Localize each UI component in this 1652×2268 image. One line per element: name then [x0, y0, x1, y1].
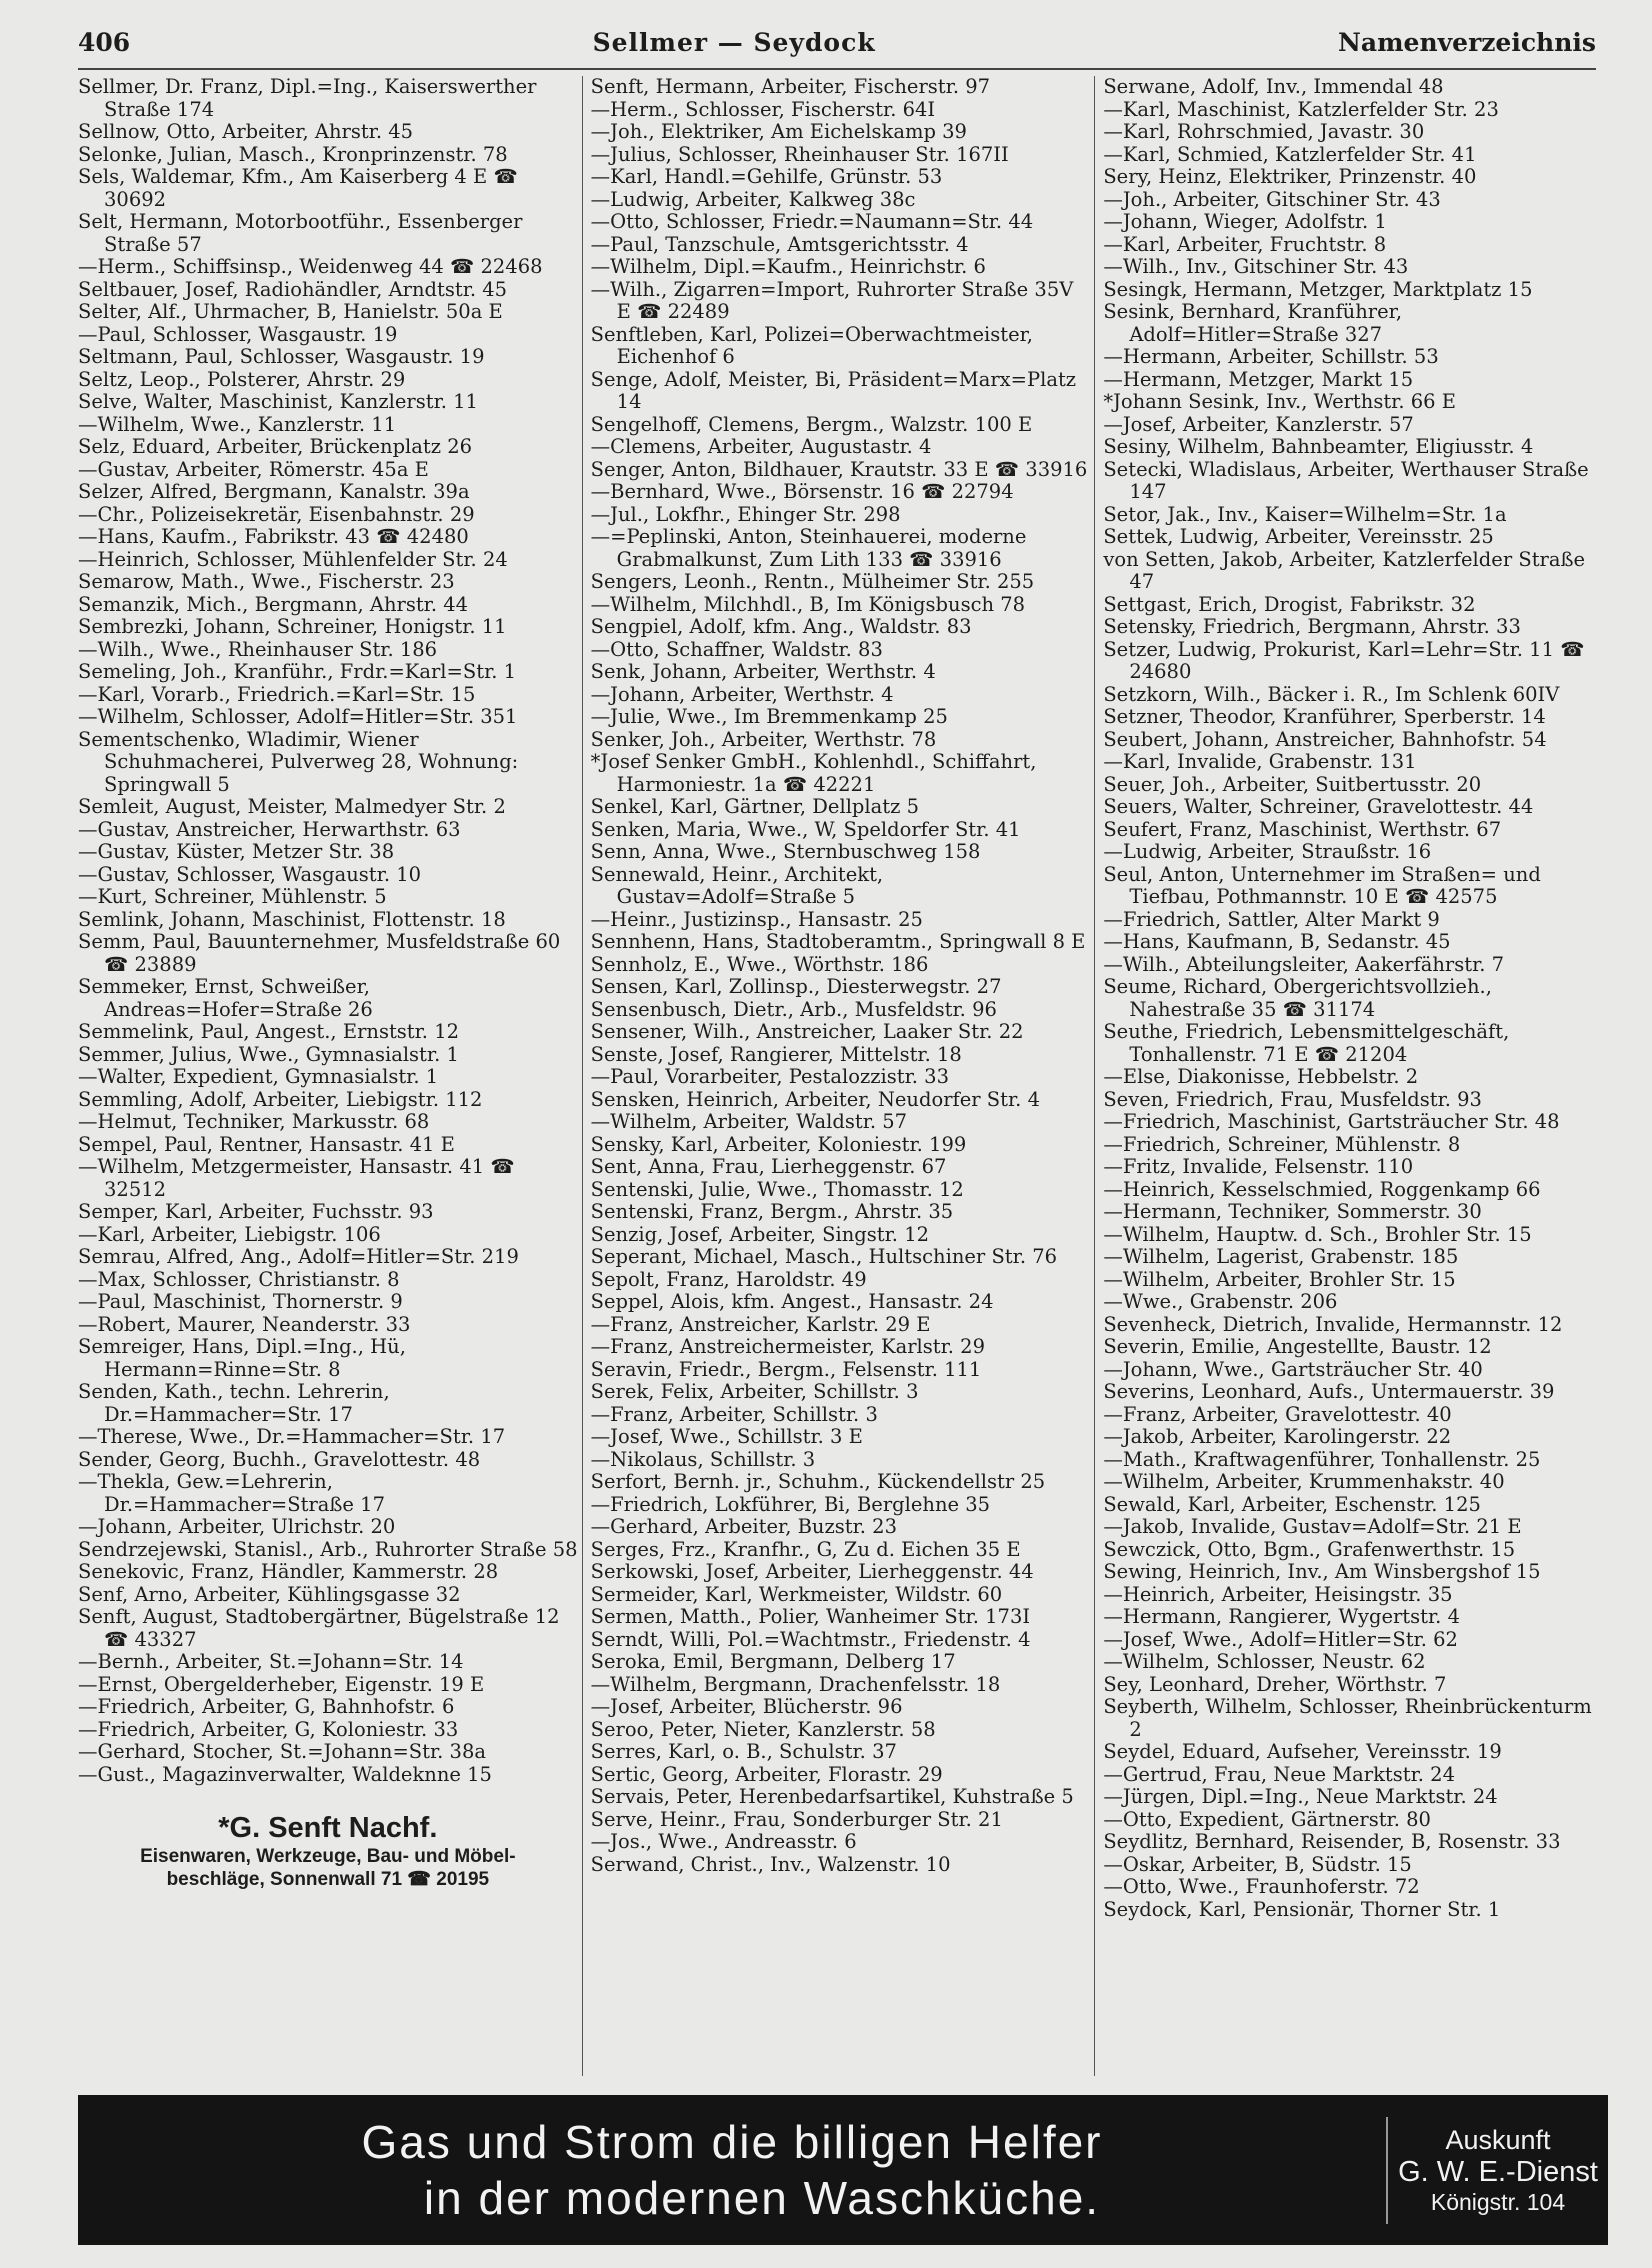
- directory-entry: Setzkorn, Wilh., Bäcker i. R., Im Schlenk 60IV: [1103, 682, 1560, 706]
- directory-entry: Semm, Paul, Bauunternehmer, Musfeldstraße 60 ☎ 23889: [78, 930, 561, 976]
- directory-entry: von Setten, Jakob, Arbeiter, Katzlerfelder Straße 47: [1103, 547, 1586, 593]
- directory-entry: Seravin, Friedr., Bergm., Felsenstr. 111: [590, 1357, 982, 1381]
- directory-entry: Serve, Heinr., Frau, Sonderburger Str. 21: [590, 1807, 1003, 1831]
- directory-entry: Seven, Friedrich, Frau, Musfeldstr. 93: [1103, 1087, 1482, 1111]
- directory-entry: —Wilhelm, Milchhdl., B, Im Königsbusch 78: [590, 592, 1026, 616]
- directory-entry: —Franz, Anstreicher, Karlstr. 29 E: [590, 1312, 931, 1336]
- directory-entry: —Paul, Schlosser, Wasgaustr. 19: [78, 322, 398, 346]
- directory-entry: Seltmann, Paul, Schlosser, Wasgaustr. 19: [78, 345, 485, 368]
- directory-entry: Settgast, Erich, Drogist, Fabrikstr. 32: [1103, 592, 1476, 616]
- directory-entry: Serges, Frz., Kranfhr., G, Zu d. Eichen 35 E: [590, 1537, 1021, 1561]
- directory-entry: Serfort, Bernh. jr., Schuhm., Kückendellstr 25: [590, 1470, 1046, 1493]
- directory-entry: Seyberth, Wilhelm, Schlosser, Rheinbrückenturm 2: [1103, 1695, 1592, 1741]
- directory-entry: —Therese, Wwe., Dr.=Hammacher=Str. 17: [78, 1425, 506, 1448]
- directory-entry: Sery, Heinz, Elektriker, Prinzenstr. 40: [1103, 165, 1477, 188]
- directory-entry: —Karl, Handl.=Gehilfe, Grünstr. 53: [590, 165, 943, 188]
- page-header: [78, 28, 1596, 70]
- directory-entry: Seydlitz, Bernhard, Reisender, B, Rosenstr. 33: [1103, 1830, 1561, 1853]
- directory-entry: —Chr., Polizeisekretär, Eisenbahnstr. 29: [78, 502, 475, 526]
- directory-entry: —Wwe., Grabenstr. 206: [1103, 1290, 1338, 1313]
- directory-entry: —Wilh., Abteilungsleiter, Aakerfährstr. 7: [1103, 952, 1505, 976]
- directory-entry: —Jos., Wwe., Andreasstr. 6: [590, 1830, 857, 1853]
- ad-title: *G. Senft Nachf.: [218, 1812, 438, 1844]
- directory-entry: Sengelhoff, Clemens, Bergm., Walzstr. 100 E: [590, 412, 1033, 436]
- directory-entry: Sentenski, Julie, Wwe., Thomasstr. 12: [590, 1177, 964, 1201]
- directory-entry: Seydock, Karl, Pensionär, Thorner Str. 1: [1103, 1897, 1501, 1921]
- directory-entry: Serwand, Christ., Inv., Walzenstr. 10: [590, 1852, 951, 1876]
- directory-entry: —Josef, Arbeiter, Kanzlerstr. 57: [1103, 412, 1414, 436]
- ad-line: Eisenwaren, Werkzeuge, Bau- und Möbel-: [140, 1846, 516, 1867]
- directory-entry: —Jakob, Arbeiter, Karolingerstr. 22: [1103, 1425, 1452, 1448]
- directory-entry: Semmeker, Ernst, Schweißer, Andreas=Hofer=Straße 26: [78, 975, 373, 1021]
- banner-info-box: [1386, 2117, 1608, 2224]
- directory-entry: Sentenski, Franz, Bergm., Ahrstr. 35: [590, 1200, 954, 1223]
- directory-entry: —Friedrich, Lokführer, Bi, Berglehne 35: [590, 1492, 991, 1516]
- section-title: Namenverzeichnis: [1338, 28, 1596, 57]
- directory-entry: Sent, Anna, Frau, Lierheggenstr. 67: [590, 1155, 947, 1178]
- directory-entry: —Wilhelm, Arbeiter, Waldstr. 57: [590, 1110, 908, 1133]
- directory-entry: Senge, Adolf, Meister, Bi, Präsident=Marx=Platz 14: [590, 367, 1077, 413]
- directory-entry: —Fritz, Invalide, Felsenstr. 110: [1103, 1155, 1414, 1178]
- directory-entry: Sennewald, Heinr., Architekt, Gustav=Adolf=Straße 5: [590, 862, 884, 908]
- directory-entry: *Josef Senker GmbH., Kohlenhdl., Schiffahrt, Harmoniestr. 1a ☎ 42221: [590, 750, 1037, 796]
- directory-entry: —Wilh., Wwe., Rheinhauser Str. 186: [78, 637, 438, 661]
- directory-entry: —Clemens, Arbeiter, Augustastr. 4: [590, 435, 932, 458]
- directory-entry: Seuers, Walter, Schreiner, Gravelottestr. 44: [1103, 795, 1534, 818]
- directory-entry: Sennholz, E., Wwe., Wörthstr. 186: [590, 952, 929, 976]
- directory-entry: —Gustav, Arbeiter, Römerstr. 45a E: [78, 457, 429, 481]
- directory-entry: —Wilhelm, Wwe., Kanzlerstr. 11: [78, 412, 397, 436]
- directory-entry: —Otto, Expedient, Gärtnerstr. 80: [1103, 1807, 1431, 1831]
- directory-entry: Senn, Anna, Wwe., Sternbuschweg 158: [590, 840, 981, 863]
- directory-entry: —Robert, Maurer, Neanderstr. 33: [78, 1312, 411, 1336]
- directory-entry: —Otto, Schlosser, Friedr.=Naumann=Str. 44: [590, 210, 1034, 233]
- directory-entry: Semleit, August, Meister, Malmedyer Str. 2: [78, 795, 506, 818]
- directory-entry: —Wilhelm, Bergmann, Drachenfelsstr. 18: [590, 1672, 1001, 1696]
- directory-entry: Senkel, Karl, Gärtner, Dellplatz 5: [590, 795, 919, 818]
- directory-entry: —Wilhelm, Dipl.=Kaufm., Heinrichstr. 6: [590, 255, 986, 278]
- directory-entry: Semmling, Adolf, Arbeiter, Liebigstr. 112: [78, 1087, 483, 1111]
- directory-entry: —Ludwig, Arbeiter, Straußstr. 16: [1103, 840, 1432, 863]
- directory-entry: —Paul, Maschinist, Thornerstr. 9: [78, 1290, 403, 1313]
- directory-entry: Severins, Leonhard, Aufs., Untermauerstr. 39: [1103, 1380, 1555, 1403]
- directory-entry: —Helmut, Techniker, Markusstr. 68: [78, 1110, 430, 1133]
- directory-entry: —Karl, Schmied, Katzlerfelder Str. 41: [1103, 142, 1477, 166]
- directory-entry: —Karl, Maschinist, Katzlerfelder Str. 23: [1103, 97, 1499, 121]
- ad-line: beschläge, Sonnenwall 71 ☎ 20195: [166, 1869, 490, 1890]
- directory-entry: Sevenheck, Dietrich, Invalide, Hermannstr. 12: [1103, 1312, 1563, 1336]
- directory-entry: Seul, Anton, Unternehmer im Straßen= und Tiefbau, Pothmannstr. 10 E ☎ 42575: [1103, 862, 1541, 908]
- directory-entry: —Hermann, Arbeiter, Schillstr. 53: [1103, 345, 1439, 368]
- directory-entry: —Herm., Schlosser, Fischerstr. 64I: [590, 97, 936, 121]
- directory-entry: Sepolt, Franz, Haroldstr. 49: [590, 1267, 867, 1291]
- directory-entry: —=Peplinski, Anton, Steinhauerei, moderne Grabmalkunst, Zum Lith 133 ☎ 33916: [590, 525, 1027, 571]
- directory-entry: —Karl, Arbeiter, Liebigstr. 106: [78, 1222, 381, 1246]
- directory-entry: —Jakob, Invalide, Gustav=Adolf=Str. 21 E: [1103, 1515, 1522, 1538]
- directory-entry: Sengers, Leonh., Rentn., Mülheimer Str. 255: [590, 570, 1035, 593]
- directory-entry: —Herm., Schiffsinsp., Weidenweg 44 ☎ 22468: [78, 255, 543, 278]
- directory-entry: Seperant, Michael, Masch., Hultschiner Str. 76: [590, 1245, 1058, 1268]
- directory-entry: Sermen, Matth., Polier, Wanheimer Str. 173I: [590, 1605, 1031, 1628]
- directory-entry: Senk, Johann, Arbeiter, Werthstr. 4: [590, 660, 936, 683]
- directory-entry: Serkowski, Josef, Arbeiter, Lierheggenstr. 44: [590, 1560, 1034, 1583]
- directory-entry: Seroo, Peter, Nieter, Kanzlerstr. 58: [590, 1717, 936, 1741]
- directory-entry: Sender, Georg, Buchh., Gravelottestr. 48: [78, 1447, 481, 1471]
- directory-entry: —Friedrich, Arbeiter, G, Bahnhofstr. 6: [78, 1695, 455, 1718]
- directory-entry: Semmelink, Paul, Angest., Ernststr. 12: [78, 1020, 460, 1043]
- banner-info-label: Auskunft: [1445, 2124, 1551, 2155]
- directory-entry: —Friedrich, Maschinist, Gartsträucher Str. 48: [1103, 1110, 1560, 1133]
- directory-entry: Sellnow, Otto, Arbeiter, Ahrstr. 45: [78, 120, 414, 143]
- directory-entry: —Johann, Arbeiter, Werthstr. 4: [590, 682, 894, 706]
- directory-entry: —Jul., Lokfhr., Ehinger Str. 298: [590, 502, 901, 526]
- directory-entry: —Hans, Kaufmann, B, Sedanstr. 45: [1103, 930, 1451, 953]
- directory-entry: —Julius, Schlosser, Rheinhauser Str. 167II: [590, 142, 1009, 166]
- directory-entry: Sels, Waldemar, Kfm., Am Kaiserberg 4 E ☎ 30692: [78, 165, 518, 211]
- directory-entry: —Hermann, Techniker, Sommerstr. 30: [1103, 1200, 1482, 1223]
- directory-entry: —Karl, Vorarb., Friedrich.=Karl=Str. 15: [78, 682, 476, 706]
- directory-entry: —Heinrich, Kesselschmied, Roggenkamp 66: [1103, 1177, 1541, 1201]
- directory-entry: Sensen, Karl, Zollinsp., Diesterwegstr. 27: [590, 975, 1002, 998]
- directory-entry: Seydel, Eduard, Aufseher, Vereinsstr. 19: [1103, 1740, 1502, 1763]
- column-2: [591, 76, 1096, 2076]
- directory-entry: Setensky, Friedrich, Bergmann, Ahrstr. 33: [1103, 615, 1521, 638]
- directory-entry: —Friedrich, Arbeiter, G, Koloniestr. 33: [78, 1717, 459, 1741]
- running-head: Sellmer — Seydock: [592, 28, 876, 57]
- directory-entry: Setecki, Wladislaus, Arbeiter, Werthauser Straße 147: [1103, 457, 1589, 503]
- advertisement: [78, 1812, 578, 1891]
- directory-entry: Seuer, Joh., Arbeiter, Suitbertusstr. 20: [1103, 772, 1482, 796]
- directory-entry: —Math., Kraftwagenführer, Tonhallenstr. 25: [1103, 1447, 1541, 1471]
- directory-entry: Seume, Richard, Obergerichtsvollzieh., Nahestraße 35 ☎ 31174: [1103, 975, 1492, 1021]
- directory-entry: —Karl, Arbeiter, Fruchtstr. 8: [1103, 232, 1387, 256]
- directory-entry: Senftleben, Karl, Polizei=Oberwachtmeister, Eichenhof 6: [590, 322, 1033, 368]
- directory-entry: —Gerhard, Stocher, St.=Johann=Str. 38a: [78, 1740, 486, 1763]
- directory-entry: —Karl, Invalide, Grabenstr. 131: [1103, 750, 1417, 773]
- directory-entry: —Johann, Arbeiter, Ulrichstr. 20: [78, 1515, 396, 1538]
- directory-entry: Sesink, Bernhard, Kranführer, Adolf=Hitler=Straße 327: [1103, 300, 1403, 346]
- page-number: 406: [78, 28, 131, 57]
- directory-entry: —Franz, Anstreichermeister, Karlstr. 29: [590, 1335, 985, 1358]
- directory-entry: Senden, Kath., techn. Lehrerin, Dr.=Hammacher=Str. 17: [78, 1380, 390, 1426]
- directory-entry: —Thekla, Gew.=Lehrerin, Dr.=Hammacher=Straße 17: [78, 1470, 385, 1516]
- directory-entry: Sensenbusch, Dietr., Arb., Musfeldstr. 96: [590, 997, 997, 1021]
- directory-entry: —Bernh., Arbeiter, St.=Johann=Str. 14: [78, 1650, 464, 1673]
- directory-entry: Sewczick, Otto, Bgm., Grafenwerthstr. 15: [1103, 1537, 1516, 1561]
- directory-entry: —Max, Schlosser, Christianstr. 8: [78, 1267, 400, 1291]
- banner-line-1: Gas und Strom die billigen Helfer: [361, 2116, 1103, 2168]
- directory-entry: —Gustav, Schlosser, Wasgaustr. 10: [78, 862, 422, 886]
- directory-entry: —Johann, Wieger, Adolfstr. 1: [1103, 210, 1387, 233]
- directory-entry: —Walter, Expedient, Gymnasialstr. 1: [78, 1065, 439, 1088]
- directory-columns: [78, 76, 1608, 2076]
- directory-entry: Selt, Hermann, Motorbootführ., Essenberger Straße 57: [78, 210, 523, 256]
- directory-entry: —Wilhelm, Arbeiter, Krummenhakstr. 40: [1103, 1470, 1505, 1493]
- directory-entry: Sertic, Georg, Arbeiter, Florastr. 29: [590, 1762, 943, 1786]
- directory-entry: Selter, Alf., Uhrmacher, B, Hanielstr. 50a E: [78, 300, 503, 323]
- column-3: [1103, 76, 1608, 2076]
- directory-entry: —Wilhelm, Hauptw. d. Sch., Brohler Str. 15: [1103, 1222, 1532, 1246]
- directory-entry: —Gertrud, Frau, Neue Marktstr. 24: [1103, 1762, 1455, 1786]
- directory-entry: —Friedrich, Sattler, Alter Markt 9: [1103, 907, 1440, 931]
- directory-entry: Sey, Leonhard, Dreher, Wörthstr. 7: [1103, 1672, 1447, 1696]
- directory-entry: Selonke, Julian, Masch., Kronprinzenstr. 78: [78, 142, 508, 166]
- column-1: [78, 76, 583, 2076]
- directory-entry: Sennhenn, Hans, Stadtoberamtm., Springwall 8 E: [590, 930, 1086, 953]
- directory-entry: —Josef, Wwe., Schillstr. 3 E: [590, 1425, 863, 1448]
- directory-entry: Seroka, Emil, Bergmann, Delberg 17: [590, 1650, 956, 1673]
- advertising-banner: [78, 2095, 1608, 2245]
- directory-entry: Seltz, Leop., Polsterer, Ahrstr. 29: [78, 367, 406, 391]
- directory-entry: Serwane, Adolf, Inv., Immendal 48: [1103, 76, 1444, 98]
- directory-entry: Sementschenko, Wladimir, Wiener Schuhmacherei, Pulverweg 28, Wohnung: Springwall 5: [78, 727, 519, 796]
- directory-entry: Semeling, Joh., Kranführ., Frdr.=Karl=Str. 1: [78, 660, 517, 683]
- directory-entry: —Hermann, Metzger, Markt 15: [1103, 367, 1414, 391]
- directory-entry: Selz, Eduard, Arbeiter, Brückenplatz 26: [78, 435, 473, 458]
- directory-entry: —Joh., Elektriker, Am Eichelskamp 39: [590, 120, 967, 143]
- directory-entry: —Wilhelm, Lagerist, Grabenstr. 185: [1103, 1245, 1459, 1268]
- directory-entry: Seubert, Johann, Anstreicher, Bahnhofstr. 54: [1103, 727, 1547, 751]
- directory-entry: Sensken, Heinrich, Arbeiter, Neudorfer Str. 4: [590, 1087, 1040, 1111]
- directory-entry: —Gustav, Küster, Metzer Str. 38: [78, 840, 395, 863]
- directory-entry: Selve, Walter, Maschinist, Kanzlerstr. 11: [78, 390, 478, 413]
- directory-entry: Senzig, Josef, Arbeiter, Singstr. 12: [590, 1222, 930, 1246]
- directory-entry: Settek, Ludwig, Arbeiter, Vereinsstr. 25: [1103, 525, 1494, 548]
- directory-entry: Semanzik, Mich., Bergmann, Ahrstr. 44: [78, 592, 469, 616]
- directory-entry: —Wilhelm, Metzgermeister, Hansastr. 41 ☎ 32512: [78, 1155, 515, 1201]
- directory-entry: —Wilh., Inv., Gitschiner Str. 43: [1103, 255, 1409, 278]
- directory-entry: —Johann, Wwe., Gartsträucher Str. 40: [1103, 1357, 1483, 1381]
- directory-entry: Senker, Joh., Arbeiter, Werthstr. 78: [590, 727, 937, 751]
- directory-entry: Senft, August, Stadtobergärtner, Bügelstraße 12 ☎ 43327: [78, 1605, 560, 1651]
- directory-entry: Sesiny, Wilhelm, Bahnbeamter, Eligiusstr. 4: [1103, 435, 1534, 458]
- directory-entry: Sembrezki, Johann, Schreiner, Honigstr. 11: [78, 615, 507, 638]
- directory-entry: Semlink, Johann, Maschinist, Flottenstr. 18: [78, 907, 506, 931]
- directory-entry: —Josef, Wwe., Adolf=Hitler=Str. 62: [1103, 1627, 1458, 1651]
- directory-entry: Sewald, Karl, Arbeiter, Eschenstr. 125: [1103, 1492, 1481, 1516]
- banner-info-company: G. W. E.-Dienst: [1398, 2155, 1598, 2188]
- banner-info-address: Königstr. 104: [1430, 2188, 1566, 2215]
- directory-entry: Sempel, Paul, Rentner, Hansastr. 41 E: [78, 1132, 455, 1156]
- directory-entry: Senken, Maria, Wwe., W, Speldorfer Str. 41: [590, 817, 1021, 841]
- entry-list: [78, 76, 578, 1786]
- directory-entry: Senft, Hermann, Arbeiter, Fischerstr. 97: [590, 76, 991, 98]
- directory-entry: Servais, Peter, Herenbedarfsartikel, Kuhstraße 5: [590, 1785, 1074, 1808]
- directory-entry: Semarow, Math., Wwe., Fischerstr. 23: [78, 570, 455, 593]
- directory-entry: —Otto, Schaffner, Waldstr. 83: [590, 637, 883, 661]
- directory-entry: —Paul, Vorarbeiter, Pestalozzistr. 33: [590, 1065, 949, 1088]
- directory-entry: —Heinr., Justizinsp., Hansastr. 25: [590, 907, 923, 931]
- directory-entry: —Paul, Tanzschule, Amtsgerichtsstr. 4: [590, 232, 969, 256]
- directory-entry: Semper, Karl, Arbeiter, Fuchsstr. 93: [78, 1200, 434, 1223]
- directory-entry: —Heinrich, Arbeiter, Heisingstr. 35: [1103, 1582, 1453, 1606]
- directory-entry: —Wilh., Zigarren=Import, Ruhrorter Straße 35V E ☎ 22489: [590, 277, 1074, 323]
- directory-entry: Sellmer, Dr. Franz, Dipl.=Ing., Kaiserswerther Straße 174: [78, 76, 537, 121]
- directory-entry: Senekovic, Franz, Händler, Kammerstr. 28: [78, 1560, 499, 1583]
- directory-entry: Semreiger, Hans, Dipl.=Ing., Hü, Hermann=Rinne=Str. 8: [78, 1335, 406, 1381]
- directory-entry: —Franz, Arbeiter, Schillstr. 3: [590, 1402, 878, 1426]
- directory-entry: —Wilhelm, Schlosser, Neustr. 62: [1103, 1650, 1426, 1673]
- entry-list: [1103, 76, 1604, 1921]
- directory-entry: Serek, Felix, Arbeiter, Schillstr. 3: [590, 1380, 919, 1403]
- directory-entry: —Bernhard, Wwe., Börsenstr. 16 ☎ 22794: [590, 480, 1014, 503]
- directory-entry: Semrau, Alfred, Ang., Adolf=Hitler=Str. 219: [78, 1245, 519, 1268]
- directory-entry: —Oskar, Arbeiter, B, Südstr. 15: [1103, 1852, 1412, 1876]
- directory-entry: Sensener, Wilh., Anstreicher, Laaker Str. 22: [590, 1020, 1024, 1043]
- directory-entry: —Heinrich, Schlosser, Mühlenfelder Str. 24: [78, 547, 508, 571]
- banner-slogan: [78, 2114, 1386, 2226]
- directory-entry: —Josef, Arbeiter, Blücherstr. 96: [590, 1695, 903, 1718]
- directory-entry: —Hermann, Rangierer, Wygertstr. 4: [1103, 1605, 1460, 1628]
- directory-entry: Setzner, Theodor, Kranführer, Sperberstr. 14: [1103, 705, 1546, 728]
- directory-entry: Setzer, Ludwig, Prokurist, Karl=Lehr=Str. 11 ☎ 24680: [1103, 637, 1585, 683]
- banner-line-2: in der modernen Waschküche.: [423, 2172, 1101, 2224]
- directory-entry: —Hans, Kaufm., Fabrikstr. 43 ☎ 42480: [78, 525, 469, 548]
- directory-entry: —Wilhelm, Schlosser, Adolf=Hitler=Str. 351: [78, 705, 518, 728]
- directory-entry: —Joh., Arbeiter, Gitschiner Str. 43: [1103, 187, 1441, 211]
- directory-entry: *Johann Sesink, Inv., Werthstr. 66 E: [1103, 390, 1456, 413]
- directory-entry: —Ludwig, Arbeiter, Kalkweg 38c: [590, 187, 916, 211]
- directory-entry: Selzer, Alfred, Bergmann, Kanalstr. 39a: [78, 480, 470, 503]
- directory-entry: —Otto, Wwe., Fraunhoferstr. 72: [1103, 1875, 1420, 1898]
- directory-entry: Seltbauer, Josef, Radiohändler, Arndtstr. 45: [78, 277, 508, 301]
- directory-entry: —Karl, Rohrschmied, Javastr. 30: [1103, 120, 1425, 143]
- directory-entry: Sewing, Heinrich, Inv., Am Winsbergshof 15: [1103, 1560, 1541, 1583]
- directory-entry: —Gerhard, Arbeiter, Buzstr. 23: [590, 1515, 897, 1538]
- directory-entry: —Ernst, Obergelderheber, Eigenstr. 19 E: [78, 1672, 485, 1696]
- directory-entry: Senger, Anton, Bildhauer, Krautstr. 33 E ☎ 33916: [590, 457, 1088, 481]
- directory-entry: Serndt, Willi, Pol.=Wachtmstr., Friedenstr. 4: [590, 1627, 1031, 1651]
- directory-entry: —Kurt, Schreiner, Mühlenstr. 5: [78, 885, 387, 908]
- directory-entry: —Else, Diakonisse, Hebbelstr. 2: [1103, 1065, 1419, 1088]
- directory-entry: Sendrzejewski, Stanisl., Arb., Ruhrorter Straße 58: [78, 1537, 578, 1561]
- directory-entry: Senste, Josef, Rangierer, Mittelstr. 18: [590, 1042, 962, 1066]
- directory-entry: Seppel, Alois, kfm. Angest., Hansastr. 24: [590, 1290, 994, 1313]
- directory-entry: Serres, Karl, o. B., Schulstr. 37: [590, 1740, 897, 1763]
- directory-entry: Seuthe, Friedrich, Lebensmittelgeschäft, Tonhallenstr. 71 E ☎ 21204: [1103, 1020, 1510, 1066]
- directory-entry: Semmer, Julius, Wwe., Gymnasialstr. 1: [78, 1042, 459, 1066]
- directory-entry: —Friedrich, Schreiner, Mühlenstr. 8: [1103, 1132, 1461, 1156]
- directory-entry: Seufert, Franz, Maschinist, Werthstr. 67: [1103, 817, 1502, 841]
- directory-entry: Setor, Jak., Inv., Kaiser=Wilhelm=Str. 1a: [1103, 502, 1507, 526]
- directory-entry: Sermeider, Karl, Werkmeister, Wildstr. 60: [590, 1582, 1003, 1606]
- directory-entry: —Nikolaus, Schillstr. 3: [590, 1447, 816, 1471]
- directory-entry: —Jürgen, Dipl.=Ing., Neue Marktstr. 24: [1103, 1785, 1498, 1808]
- directory-entry: —Franz, Arbeiter, Gravelottestr. 40: [1103, 1402, 1452, 1426]
- directory-entry: Senf, Arno, Arbeiter, Kühlingsgasse 32: [78, 1582, 461, 1606]
- directory-entry: —Julie, Wwe., Im Bremmenkamp 25: [590, 705, 948, 728]
- directory-entry: —Wilhelm, Arbeiter, Brohler Str. 15: [1103, 1267, 1456, 1291]
- directory-entry: Sengpiel, Adolf, kfm. Ang., Waldstr. 83: [590, 615, 972, 638]
- directory-entry: Sensky, Karl, Arbeiter, Koloniestr. 199: [590, 1132, 967, 1156]
- directory-entry: —Gust., Magazinverwalter, Waldeknne 15: [78, 1762, 492, 1786]
- directory-entry: —Gustav, Anstreicher, Herwarthstr. 63: [78, 817, 461, 841]
- entry-list: [591, 76, 1091, 1876]
- directory-entry: Sesingk, Hermann, Metzger, Marktplatz 15: [1103, 277, 1533, 301]
- directory-entry: Severin, Emilie, Angestellte, Baustr. 12: [1103, 1335, 1492, 1358]
